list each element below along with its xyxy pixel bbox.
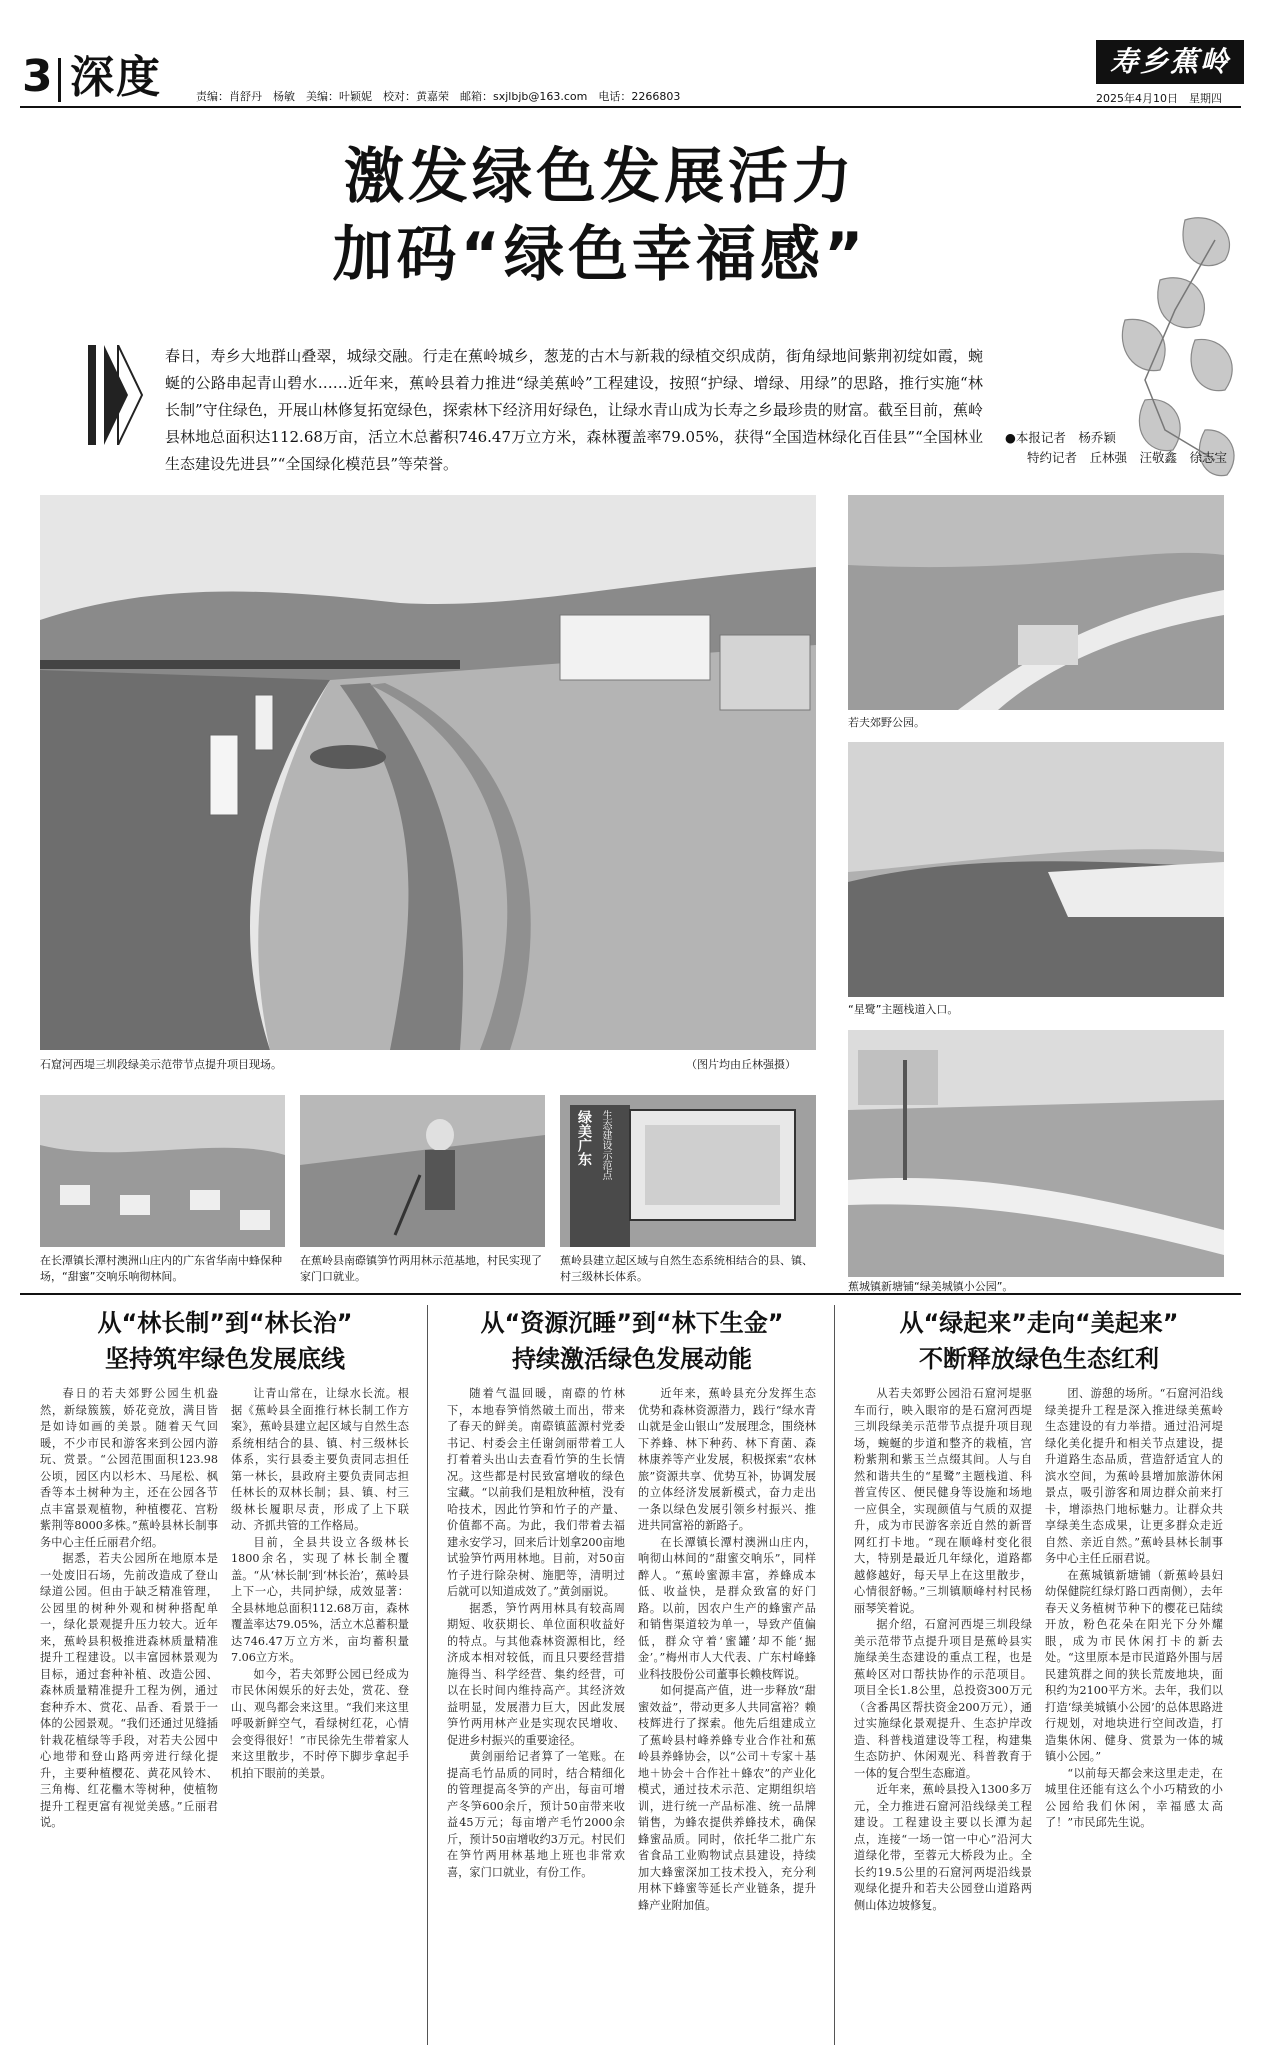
section1-title-line1: 从“林长制”到“林长治” <box>97 1309 353 1337</box>
section3-col2-para: “以前每天都会来这里走走，在城里住还能有这么个小巧精致的小公园给我们休闲，幸福感太高了！”市民邱先生说。 <box>1045 1766 1223 1829</box>
section-title: 深度 <box>70 52 162 103</box>
board-subtitle: 生态建设示范点 <box>600 1110 611 1180</box>
issue-date: 2025年4月10日 星期四 <box>1096 92 1222 105</box>
section3-title-line2: 不断释放绿色生态红利 <box>919 1345 1159 1373</box>
section1-col2-para: 让青山常在，让绿水长流。根据《蕉岭县全面推行林长制工作方案》，蕉岭县建立起区域与自然生态系统相结合的县、镇、村三级林长体系，实行县委主要负责同志担任第一林长，县政府主要负责同志担任林长的双林长制；县、镇、村三级林长履职尽责，形成了上下联动、齐抓共管的工作格局。 <box>231 1387 409 1532</box>
leaf-decoration-icon <box>1065 200 1245 530</box>
section3-col1-para: 近年来，蕉岭县投入1300多万元，全力推进石窟河沿线绿美工程建设。工程建设主要以长潭为起点，连接“一场一馆一中心”沿河大道绿化带，至蓉元大桥段为止。全长约19.5公里的石窟河两堤沿线景观绿化提升和若夫公园登山道路两侧山体边坡修复。 <box>854 1783 1032 1912</box>
headline-line1: 激发绿色发展活力 <box>344 142 856 212</box>
main-photo-caption: 石窟河西堤三圳段绿美示范带节点提升项目现场。 <box>40 1058 282 1071</box>
newspaper-masthead: 寿乡蕉岭 <box>1096 40 1244 84</box>
ruofu-park-photo <box>848 495 1224 710</box>
section-separator <box>20 1293 1241 1295</box>
section2-title-line2: 持续激活绿色发展动能 <box>512 1345 752 1373</box>
board-title: 绿美广东 <box>576 1110 592 1166</box>
byline-reporter: ●本报记者 杨乔颖 <box>1005 430 1116 445</box>
xintangpu-park-caption: 蕉城镇新塘铺“绿美城镇小公园”。 <box>848 1280 1014 1293</box>
section1-column2 <box>231 1386 409 2046</box>
section1-col2-para: 如今，若夫郊野公园已经成为市民休闲娱乐的好去处，赏花、登山、观鸟都会来这里。“我们来这里呼吸新鲜空气，看绿树红花，心情会变得很好！”市民徐先生带着家人来这里散步，不时停下脚步拿起手机拍下眼前的美景。 <box>231 1667 409 1780</box>
photo-credit: （图片均由丘林强摄） <box>686 1058 796 1071</box>
section2-col1-para: 随着气温回暖，南磜的竹林下，本地春笋悄然破土而出，带来了春天的鲜美。南磜镇蓝源村党委书记、村委会主任谢剑丽带着工人打着着头出山去查看竹笋的生长情况。这些都是村民致富增收的绿色宝藏。“以前我们是粗放种植，没有哈技术，因此竹笋和竹子的产量、价值都不高。为此，我们带着去福建永安学习，回来后计划拿200亩地试验笋竹两用林地。目前，对50亩竹子进行除杂树、施肥等，清明过后就可以知道成效了。”黄剑丽说。 <box>447 1387 625 1598</box>
forest-chief-caption: 蕉岭县建立起区域与自然生态系统相结合的县、镇、村三级林长体系。 <box>560 1254 813 1283</box>
bamboo-base-caption: 在蕉岭县南磜镇笋竹两用林示范基地，村民实现了家门口就业。 <box>300 1254 542 1283</box>
xinglu-boardwalk-caption: “星鹭”主题栈道入口。 <box>848 1003 959 1016</box>
section2-col1-para: 黄剑丽给记者算了一笔账。在提高毛竹品质的同时，结合精细化的管理提高冬笋的产出，每亩可增产冬笋600余斤，预计50亩带来收益45万元；每亩增产毛竹2000余斤，预计50亩增收约3万元。村民们在笋竹两用林基地上班也非常欢喜，家门口就业，有份工作。 <box>447 1750 625 1879</box>
column-divider-1 <box>427 1305 428 2045</box>
section3-col2-para: 团、游憩的场所。“石窟河沿线绿美提升工程是深入推进绿美蕉岭生态建设的有力举措。通过沿河堤绿化美化提升和相关节点建设，提升道路生态品质，营造舒适宜人的滨水空间，为蕉岭县增加旅游休闲景点，吸引游客和周边群众前来打卡，增添热门地标魅力。让群众共享绿美生态成果，让更多群众走近自然、亲近自然。”蕉岭县林长制事务中心主任丘丽君说。 <box>1045 1387 1223 1565</box>
byline <box>1005 428 1227 468</box>
section3-col1-para: 从若夫郊野公园沿石窟河堤驱车而行，映入眼帘的是石窟河西堤三圳段绿美示范带节点提升项目现场，蜿蜒的步道和整齐的栽植，宫粉紫荆和紫玉兰点缀其间。人与自然和谐共生的“星鹭”主题栈道、科普宣传区、便民健身等设施和场地一应俱全，实现颜值与气质的双提升，成为市民游客亲近自然的新晋网红打卡地。“现在顺峰村变化很大，特别是最近几年绿化，道路都越修越好，每天早上在这里散步，心情很舒畅。”三圳镇顺峰村村民杨丽琴笑着说。 <box>854 1387 1032 1615</box>
xintangpu-park-photo <box>848 1030 1224 1277</box>
section3-column2 <box>1045 1386 1223 2046</box>
editor-credits: 责编：肖舒丹 杨敏 美编：叶颖妮 校对：黄嘉荣 邮箱：sxjlbjb@163.com 电话：2266803 <box>196 90 681 103</box>
section1-column1 <box>40 1386 218 2046</box>
section3-col1-para: 据介绍，石窟河西堤三圳段绿美示范带节点提升项目是蕉岭县实施绿美生态建设的重点工程，也是蕉岭区对口帮扶协作的示范项目。项目全长1.8公里，总投资300万元（含番禺区帮扶资金200万元），通过实施绿化景观提升、生态护岸改造、科普栈道建设等工程，构建集生态防护、休闲观光、科普教育于一体的复合型生态廊道。 <box>854 1618 1032 1780</box>
lead-paragraph: 春日，寿乡大地群山叠翠，城绿交融。行走在蕉岭城乡，葱茏的古木与新栽的绿植交织成荫，街角绿地间紫荆初绽如霞，蜿蜒的公路串起青山碧水……近年来，蕉岭县着力推进“绿美蕉岭”工程建设，按照“护绿、增绿、用绿”的思路，推行实施“林长制”守住绿色，开展山林修复拓宽绿色，探索林下经济用好绿色，让绿水青山成为长寿之乡最珍贵的财富。截至目前，蕉岭县林地总面积达112.68万亩，活立木总蓄积746.47万立方米，森林覆盖率79.05%，获得“全国造林绿化百佳县”“全国林业生态建设先进县”“全国绿化模范县”等荣誉。 <box>165 347 983 473</box>
section2-col2-para: 在长潭镇长潭村澳洲山庄内，响彻山林间的“甜蜜交响乐”，同样醉人。“蕉岭蜜源丰富，养蜂成本低、收益快，是群众致富的好门路。以前，因农户生产的蜂蜜产品和销售渠道较为单一，导致产值偏低，群众守着‘蜜罐’却不能‘掘金’。”梅州市人大代表、广东村峰蜂业科技股份公司董事长赖枝辉说。 <box>638 1535 816 1681</box>
section1-col1-para: 春日的若夫郊野公园生机盎然，新绿簇簇，娇花竞放，满目皆是如诗如画的美景。随着天气回暖，不少市民和游客来到公园内游玩、赏景。“公园范围面积123.98公顷，园区内以杉木、马尾松、枫香等本土树种为主，还在公园各节点丰富景观植物，种植樱花、宫粉紫荆等8000多株。”蕉岭县林长制事务中心主任丘丽君介绍。 <box>40 1387 218 1549</box>
xinglu-boardwalk-photo <box>848 742 1224 997</box>
section2-col2-para: 如何提高产值，进一步释放“甜蜜效益”，带动更多人共同富裕？赖枝辉进行了探索。他先后组建成立了蕉岭县村峰养蜂专业合作社和蕉岭县养蜂协会，以“公司＋专家＋基地＋协会＋合作社＋蜂农”的产业化模式，通过技术示范、定期组织培训，进行统一产品标准、统一品牌销售，为蜂农提供养蜂技术，确保蜂蜜品质。同时，依托华二批广东省食品工业购物试点县建设，持续加大蜂蜜深加工技术投入，充分利用林下蜂蜜等延长产业链条，提升蜂产业附加值。 <box>638 1684 816 1912</box>
lead-arrow-icon <box>88 345 148 445</box>
section2-title-line1: 从“资源沉睡”到“林下生金” <box>480 1309 784 1337</box>
byline-contributors: 特约记者 丘林强 汪敬鑫 徐志宝 <box>1027 450 1228 465</box>
ruofu-park-caption: 若夫郊野公园。 <box>848 716 925 729</box>
bee-farm-photo <box>40 1095 285 1247</box>
bamboo-base-photo <box>300 1095 545 1247</box>
column-divider-2 <box>834 1305 835 2045</box>
headline-line2: 加码“绿色幸福感” <box>332 220 868 290</box>
section1-col1-para: 据悉，若夫公园所在地原本是一处废旧石场，先前改造成了登山绿道公园。但由于缺乏精准管理，公园里的树种外观和树种搭配单一，绿化景观提升压力较大。近年来，蕉岭县积极推进森林质量精准提升工程建设。以丰富园林景观为目标，通过套种补植、改造公园、森林质量精准提升工程为例，通过套种乔木、赏花、品香、看景于一体的公园景观。“我们还通过见缝插针栽花植绿等手段，对若夫公园中心地带和登山路两旁进行绿化提升，主要种植樱花、黄花风铃木、三角梅、红花檵木等树种，使植物提升工程更富有视觉美感。”丘丽君说。 <box>40 1552 218 1829</box>
section3-column1 <box>854 1386 1032 2046</box>
header-rule <box>20 106 1241 108</box>
main-riverside-photo <box>40 495 816 1050</box>
section3-col2-para: 在蕉城镇新塘铺（新蕉岭县妇幼保健院红绿灯路口西南侧），去年春天义务植树节种下的樱花已陆续开放，粉色花朵在阳光下分外耀眼，成为市民休闲打卡的新去处。“这里原本是市民道路外围与居民建筑群之间的狭长荒废地块，面积约为2100平方米。去年，我们以打造‘绿美城镇小公园’的总体思路进行规划，对地块进行空间改造，打造集休闲、健身、赏景为一体的城镇小公园。” <box>1045 1568 1223 1763</box>
section2-col1-para: 据悉，笋竹两用林具有较高周期短、收获期长、单位面积收益好的特点。与其他森林资源相比，经济成本相对较低，而且只要经营措施得当、科学经营、集约经营，可以在长时间内维持高产。其经济效益明显，发展潜力巨大，因此发展笋竹两用林产业是实现农民增收、促进乡村振兴的重要途径。 <box>447 1601 625 1747</box>
section2-column1 <box>447 1386 625 2046</box>
section3-title-line1: 从“绿起来”走向“美起来” <box>899 1309 1179 1337</box>
bee-farm-caption: 在长潭镇长潭村澳洲山庄内的广东省华南中蜂保种场，“甜蜜”交响乐响彻林间。 <box>40 1254 282 1283</box>
section1-title-line2: 坚持筑牢绿色发展底线 <box>105 1345 345 1373</box>
section2-col2-para: 近年来，蕉岭县充分发挥生态优势和森林资源潜力，践行“绿水青山就是金山银山”发展理念，围绕林下养蜂、林下种药、林下育菌、森林康养等产业发展，积极探索“农林旅”资源共享、优势互补，协调发展的立体经济发展新模式，奋力走出一条以绿色发展引领乡村振兴、推进共同富裕的新路子。 <box>638 1387 816 1532</box>
page-number: 3 <box>22 51 53 102</box>
section1-col2-para: 目前，全县共设立各级林长1800余名，实现了林长制全覆盖。“从‘林长制’到‘林长治’，蕉岭县上下一心，共同护绿，成效显著：全县林地总面积112.68万亩，森林覆盖率达79.05%，活立木总蓄积量达746.47万立方米，亩均蓄积量7.06立方米。 <box>231 1535 409 1664</box>
page-number-divider <box>58 58 61 102</box>
section2-column2 <box>638 1386 816 2046</box>
